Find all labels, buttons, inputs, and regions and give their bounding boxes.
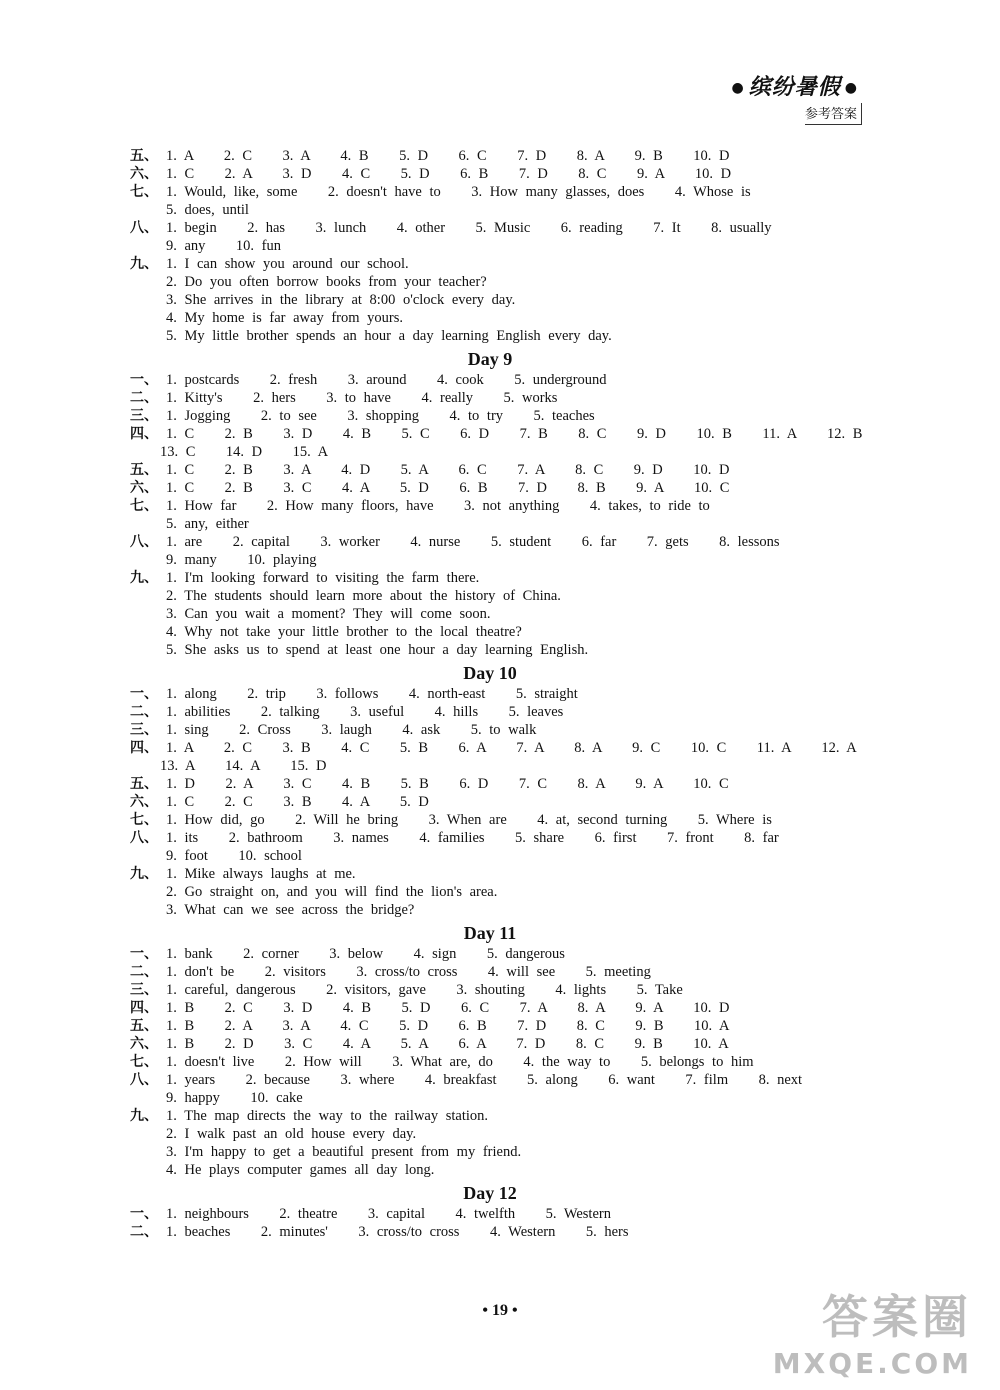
answer-text: 1. begin 2. has 3. lunch 4. other 5. Music 6. reading 7. It 8. usually (166, 220, 772, 236)
answer-line (130, 201, 850, 219)
section-number: 三、 (130, 408, 158, 424)
answer-line (130, 981, 850, 999)
answer-line (130, 901, 850, 919)
section-number: 六、 (130, 480, 158, 496)
answer-text: 1. don't be 2. visitors 3. cross/to cross 4. will see 5. meeting (166, 964, 651, 980)
answer-text: 1. C 2. B 3. C 4. A 5. D 6. B 7. D 8. B 9. A 10. C (166, 480, 730, 496)
section-number: 一、 (130, 686, 158, 702)
answer-text: 1. A 2. C 3. B 4. C 5. B 6. A 7. A 8. A 9. C 10. C 11. A 12. A (166, 740, 857, 756)
answer-text: 3. Can you wait a moment? They will come soon. (166, 606, 491, 622)
answer-text: 5. does, until (166, 202, 249, 218)
section-number: 九、 (130, 256, 158, 272)
section-number: 五、 (130, 1018, 158, 1034)
answer-line (130, 865, 850, 883)
answer-text: 1. its 2. bathroom 3. names 4. families 5. share 6. first 7. front 8. far (166, 830, 779, 846)
section-number: 二、 (130, 704, 158, 720)
section-number: 一、 (130, 372, 158, 388)
answer-line (130, 1089, 850, 1107)
section-number: 四、 (130, 740, 158, 756)
answer-line (130, 775, 850, 793)
answer-text: 5. She asks us to spend at least one hour a day learning English. (166, 642, 589, 658)
answer-line (130, 1017, 850, 1035)
answer-text: 5. any, either (166, 516, 249, 532)
answer-text: 1. C 2. B 3. D 4. B 5. C 6. D 7. B 8. C 9. D 10. B 11. A 12. B (166, 426, 863, 442)
answer-line (130, 883, 850, 901)
answer-line (130, 847, 850, 865)
section-number: 二、 (130, 964, 158, 980)
section-number: 三、 (130, 722, 158, 738)
answer-line (130, 407, 850, 425)
answer-line (130, 1107, 850, 1125)
answer-text: 2. I walk past an old house every day. (166, 1126, 417, 1142)
answer-text: 13. C 14. D 15. A (160, 444, 329, 460)
answer-text: 1. years 2. because 3. where 4. breakfast 5. along 6. want 7. film 8. next (166, 1072, 803, 1088)
answer-text: 13. A 14. A 15. D (160, 758, 327, 774)
answer-line (130, 273, 850, 291)
answer-line (130, 1223, 850, 1241)
section-number: 八、 (130, 534, 158, 550)
answer-text: 1. Jogging 2. to see 3. shopping 4. to try 5. teaches (166, 408, 595, 424)
answer-line (130, 623, 850, 641)
answer-text: 3. She arrives in the library at 8:00 o'clock every day. (166, 292, 516, 308)
answer-text: 1. The map directs the way to the railway station. (166, 1108, 489, 1124)
answer-line (130, 515, 850, 533)
answer-line (130, 371, 850, 389)
section-number: 六、 (130, 166, 158, 182)
answer-text: 4. My home is far away from yours. (166, 310, 403, 326)
section-number: 九、 (130, 866, 158, 882)
watermark-url: MXQE.COM (772, 1347, 972, 1380)
answer-content (130, 147, 863, 1241)
answer-text: 9. many 10. playing (166, 552, 317, 568)
section-number: 一、 (130, 1206, 158, 1222)
answer-text: 1. C 2. B 3. A 4. D 5. A 6. C 7. A 8. C 9. D 10. D (166, 462, 730, 478)
answer-text: 1. C 2. C 3. B 4. A 5. D (166, 794, 429, 810)
section-number: 五、 (130, 462, 158, 478)
section-number: 七、 (130, 498, 158, 514)
answer-text: 1. How did, go 2. Will he bring 3. When are 4. at, second turning 5. Where is (166, 812, 772, 828)
answer-line (130, 533, 850, 551)
section-number: 六、 (130, 1036, 158, 1052)
answer-text: 4. Why not take your little brother to the local theatre? (166, 624, 522, 640)
answer-text: 1. Would, like, some 2. doesn't have to 3. How many glasses, does 4. Whose is (166, 184, 751, 200)
section-number: 四、 (130, 426, 158, 442)
answer-text: 5. My little brother spends an hour a day learning English every day. (166, 328, 612, 344)
answer-line (130, 703, 850, 721)
answer-text: 1. B 2. D 3. C 4. A 5. A 6. A 7. D 8. C 9. B 10. A (166, 1036, 729, 1052)
answer-text: 9. any 10. fun (166, 238, 282, 254)
answer-text: 3. What can we see across the bridge? (166, 902, 415, 918)
answer-line (130, 945, 850, 963)
section-number: 八、 (130, 830, 158, 846)
answer-line (130, 811, 850, 829)
answer-line (130, 793, 850, 811)
answer-line (130, 605, 850, 623)
answer-text: 1. Kitty's 2. hers 3. to have 4. really 5. works (166, 390, 558, 406)
answer-line (130, 1125, 850, 1143)
answer-text: 1. neighbours 2. theatre 3. capital 4. twelfth 5. Western (166, 1206, 611, 1222)
answer-text: 2. The students should learn more about the history of China. (166, 588, 561, 604)
answer-text: 2. Do you often borrow books from your teacher? (166, 274, 487, 290)
answer-line (130, 569, 850, 587)
answer-line (130, 1161, 850, 1179)
answer-line (130, 999, 850, 1017)
answer-line (130, 461, 850, 479)
answer-text: 3. I'm happy to get a beautiful present from my friend. (166, 1144, 522, 1160)
answer-line (130, 963, 850, 981)
answer-line (130, 757, 850, 775)
answer-text: 1. A 2. C 3. A 4. B 5. D 6. C 7. D 8. A 9. B 10. D (166, 148, 730, 164)
answer-line (130, 309, 850, 327)
section-number: 五、 (130, 148, 158, 164)
brand-text: 缤纷暑假 (748, 74, 841, 100)
answer-text: 1. sing 2. Cross 3. laugh 4. ask 5. to walk (166, 722, 537, 738)
section-number: 八、 (130, 1072, 158, 1088)
brand-title (728, 70, 862, 101)
answer-text: 1. postcards 2. fresh 3. around 4. cook 5. underground (166, 372, 607, 388)
section-number: 五、 (130, 776, 158, 792)
answer-line (130, 1205, 850, 1223)
page-number-value: 19 (492, 1302, 508, 1319)
answer-text: 1. abilities 2. talking 3. useful 4. hills 5. leaves (166, 704, 564, 720)
answer-text: 4. He plays computer games all day long. (166, 1162, 435, 1178)
answer-text: 2. Go straight on, and you will find the lion's area. (166, 884, 498, 900)
answer-line (130, 425, 863, 443)
answer-text: 9. foot 10. school (166, 848, 302, 864)
answer-text: 1. How far 2. How many floors, have 3. not anything 4. takes, to ride to (166, 498, 710, 514)
section-number: 六、 (130, 794, 158, 810)
answer-text: 1. along 2. trip 3. follows 4. north-east 5. straight (166, 686, 578, 702)
answer-line (130, 739, 857, 757)
answer-line (130, 641, 850, 659)
answer-text: 1. careful, dangerous 2. visitors, gave 3. shouting 4. lights 5. Take (166, 982, 683, 998)
answer-key-label: 参考答案 (805, 103, 862, 125)
answer-line (130, 1143, 850, 1161)
answer-line (130, 551, 850, 569)
section-number: 九、 (130, 570, 158, 586)
page-number: • 19 • (482, 1302, 518, 1319)
answer-line (130, 327, 850, 345)
answer-line (130, 497, 850, 515)
section-number: 七、 (130, 812, 158, 828)
section-number: 四、 (130, 1000, 158, 1016)
section-number: 二、 (130, 1224, 158, 1240)
answer-line (130, 255, 850, 273)
section-number: 九、 (130, 1108, 158, 1124)
answer-text: 1. D 2. A 3. C 4. B 5. B 6. D 7. C 8. A 9. A 10. C (166, 776, 729, 792)
answer-line (130, 479, 850, 497)
answer-line (130, 1035, 850, 1053)
answer-line (130, 443, 850, 461)
answer-line (130, 165, 850, 183)
answer-line (130, 147, 850, 165)
answer-text: 1. are 2. capital 3. worker 4. nurse 5. student 6. far 7. gets 8. lessons (166, 534, 780, 550)
section-number: 七、 (130, 184, 158, 200)
answer-text: 1. I can show you around our school. (166, 256, 409, 272)
day-heading: Day 10 (463, 663, 517, 683)
bullet-icon: ● (844, 80, 858, 96)
section-number: 二、 (130, 390, 158, 406)
answer-text: 1. Mike always laughs at me. (166, 866, 356, 882)
section-number: 一、 (130, 946, 158, 962)
answer-text: 9. happy 10. cake (166, 1090, 303, 1106)
bullet-icon: ● (731, 80, 745, 96)
section-number: 三、 (130, 982, 158, 998)
answer-line (130, 219, 850, 237)
answer-line (130, 587, 850, 605)
day-heading: Day 11 (463, 923, 517, 943)
answer-text: 1. beaches 2. minutes' 3. cross/to cross 4. Western 5. hers (166, 1224, 629, 1240)
answer-line (130, 389, 850, 407)
day-heading: Day 12 (463, 1183, 517, 1203)
watermark-logo (773, 1281, 972, 1380)
watermark-text: 答案圈 (822, 1290, 972, 1344)
answer-text: 1. B 2. C 3. D 4. B 5. D 6. C 7. A 8. A 9. A 10. D (166, 1000, 730, 1016)
answer-line (130, 1053, 850, 1071)
answer-text: 1. C 2. A 3. D 4. C 5. D 6. B 7. D 8. C 9. A 10. D (166, 166, 732, 182)
answer-line (130, 1071, 850, 1089)
page-header (728, 70, 862, 125)
answer-text: 1. bank 2. corner 3. below 4. sign 5. dangerous (166, 946, 565, 962)
section-number: 七、 (130, 1054, 158, 1070)
answer-line (130, 685, 850, 703)
answer-line (130, 829, 850, 847)
answer-text: 1. I'm looking forward to visiting the farm there. (166, 570, 480, 586)
day-heading: Day 9 (467, 349, 513, 369)
answer-line (130, 237, 850, 255)
answer-text: 1. B 2. A 3. A 4. C 5. D 6. B 7. D 8. C 9. B 10. A (166, 1018, 730, 1034)
answer-line (130, 183, 850, 201)
answer-line (130, 291, 850, 309)
answer-text: 1. doesn't live 2. How will 3. What are, do 4. the way to 5. belongs to him (166, 1054, 754, 1070)
section-number: 八、 (130, 220, 158, 236)
answer-line (130, 721, 850, 739)
